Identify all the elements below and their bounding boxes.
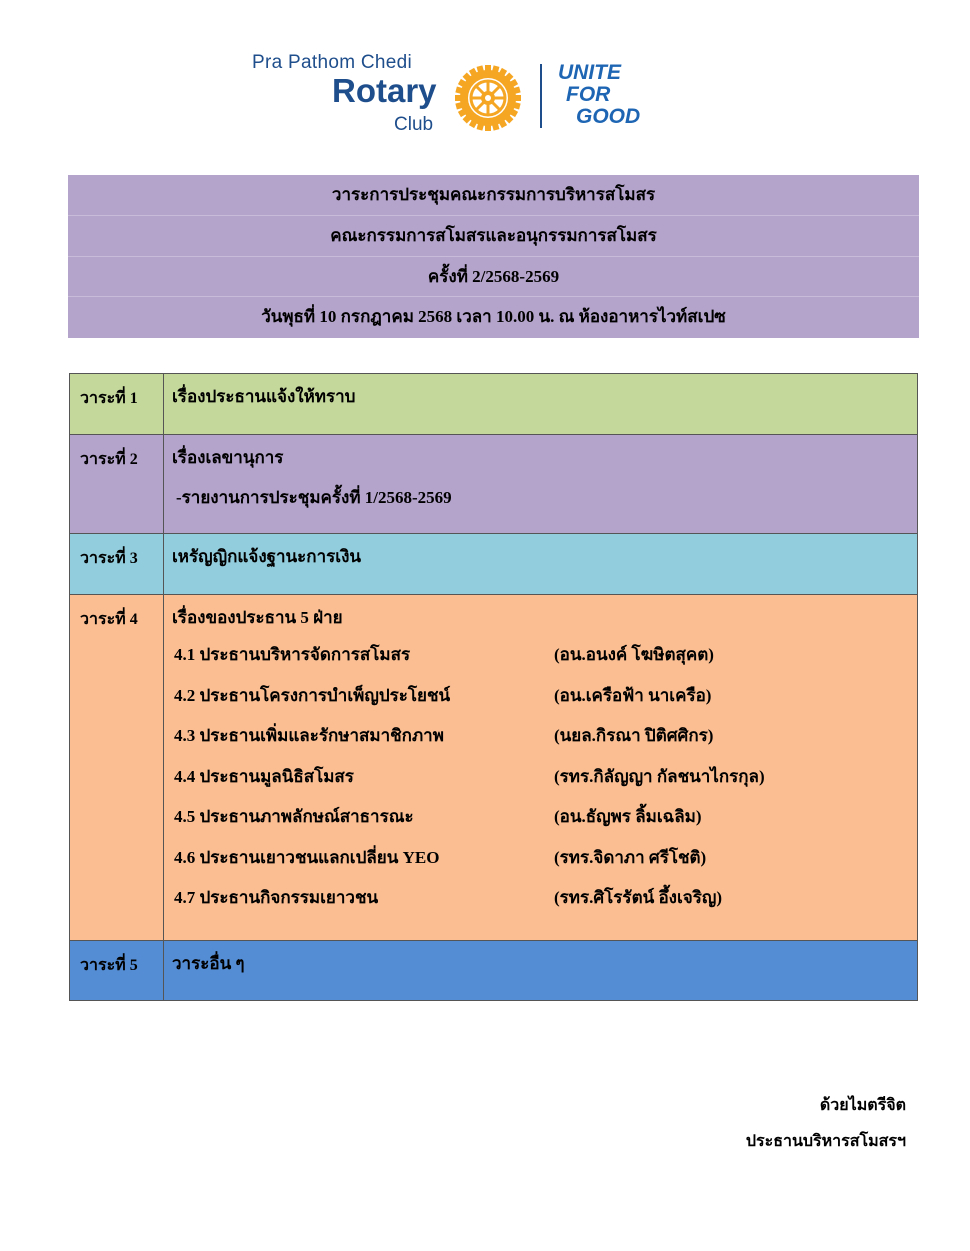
president-name: (อน.ธัญพร ลิ้มเฉลิม) [554, 807, 702, 826]
agenda-title: เรื่องประธานแจ้งให้ทราบ [172, 387, 356, 406]
agenda-row-2 [70, 435, 917, 534]
agenda-row-5 [70, 941, 917, 1000]
agenda-subitem: -รายงานการประชุมครั้งที่ 1/2568-2569 [176, 488, 452, 507]
agenda-number: วาระที่ 3 [70, 534, 164, 594]
logo-line-2: Rotary [332, 72, 437, 109]
president-item [172, 676, 917, 717]
slogan-line-1: UNITE [558, 61, 621, 84]
header-title: วาระการประชุมคณะกรรมการบริหารสโมสร [68, 175, 919, 216]
president-item [172, 797, 917, 838]
agenda-row-4 [70, 595, 917, 941]
logo-line-3: Club [394, 114, 434, 135]
closing-greeting: ด้วยไมตรีจิต [819, 1097, 906, 1114]
president-name: (รทร.ศิโรรัตน์ อึ้งเจริญ) [554, 888, 723, 907]
president-role: 4.5 ประธานภาพลักษณ์สาธารณะ [174, 807, 414, 826]
slogan-line-3: GOOD [576, 105, 641, 128]
agenda-title: เหรัญญิกแจ้งฐานะการเงิน [172, 547, 362, 566]
agenda-title: เรื่องเลขานุการ [172, 448, 284, 467]
closing-signer: ประธานบริหารสโมสรฯ [745, 1133, 906, 1150]
logo-divider [540, 64, 542, 128]
agenda-title: วาระอื่น ๆ [172, 954, 245, 973]
agenda-number: วาระที่ 4 [70, 595, 164, 940]
president-item [172, 878, 917, 919]
president-role: 4.1 ประธานบริหารจัดการสโมสร [174, 645, 411, 664]
meeting-header [68, 175, 919, 338]
president-role: 4.6 ประธานเยาวชนแลกเปลี่ยน YEO [174, 847, 440, 867]
president-item [172, 838, 917, 879]
header-committee: คณะกรรมการสโมสรและอนุกรรมการสโมสร [68, 216, 919, 257]
president-role: 4.3 ประธานเพิ่มและรักษาสมาชิกภาพ [174, 726, 444, 745]
agenda-table [69, 373, 918, 1001]
wheel-tooth [513, 95, 521, 101]
closing-signature [746, 1088, 906, 1160]
president-role: 4.7 ประธานกิจกรรมเยาวชน [174, 888, 379, 907]
agenda-title: เรื่องของประธาน 5 ฝ่าย [172, 608, 343, 627]
president-name: (อน.อนงค์ โฆษิตสุคต) [554, 645, 714, 664]
wheel-tooth [455, 95, 463, 101]
president-name: (รทร.จิดาภา ศรีโชติ) [554, 847, 707, 867]
header-date-venue: วันพุธที่ 10 กรกฎาคม 2568 เวลา 10.00 น. ณ ห้องอาหารไวท์สเปซ [261, 307, 726, 327]
president-role: 4.2 ประธานโครงการบำเพ็ญประโยชน์ [174, 685, 451, 705]
agenda-number: วาระที่ 5 [70, 941, 164, 1000]
slogan-line-2: FOR [566, 83, 611, 106]
rotary-wheel-icon [452, 62, 524, 134]
president-role: 4.4 ประธานมูลนิธิสโมสร [174, 766, 354, 786]
president-item [172, 716, 917, 757]
agenda-number: วาระที่ 1 [70, 374, 164, 434]
club-logo [252, 50, 682, 140]
wheel-tooth [485, 65, 491, 73]
president-item [172, 635, 917, 676]
agenda-number: วาระที่ 2 [70, 435, 164, 533]
president-name: (นยล.กิรณา ปิติศศิกร) [554, 726, 714, 745]
president-item [172, 757, 917, 798]
header-session: ครั้งที่ 2/2568-2569 [68, 257, 919, 298]
agenda-row-1 [70, 374, 917, 435]
president-name: (รทร.กิลัญญา กัลชนาไกรกุล) [554, 766, 765, 786]
wheel-tooth [485, 123, 491, 131]
agenda-row-3 [70, 534, 917, 595]
logo-line-1: Pra Pathom Chedi [252, 52, 413, 73]
logo-slogan [558, 62, 640, 128]
president-name: (อน.เครือฟ้า นาเครือ) [554, 685, 712, 705]
